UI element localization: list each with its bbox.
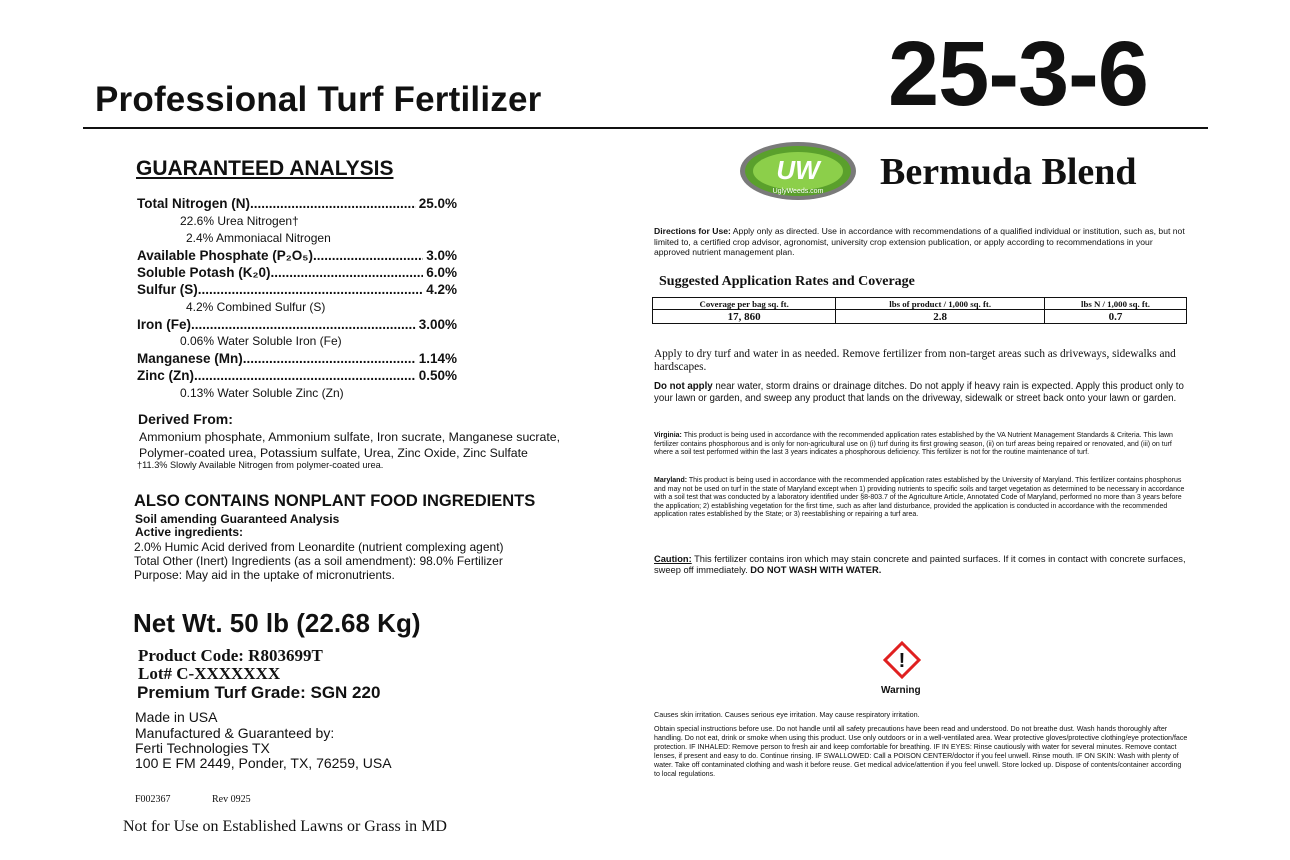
- do-not-apply: [654, 381, 1189, 404]
- product-title: Professional Turf Fertilizer: [95, 80, 542, 119]
- virginia-statement: [654, 432, 1189, 458]
- fertilizer-grade: 25-3-6: [888, 23, 1148, 125]
- inert-ingredients-line: Total Other (Inert) Ingredients (as a soil amendment): 98.0% Fertilizer: [134, 554, 503, 568]
- total-nitrogen-label: Total Nitrogen (N): [137, 196, 250, 211]
- rates-value-coverage: 17, 860: [653, 310, 836, 324]
- exclamation-mark-hazard-icon: [883, 641, 921, 679]
- virginia-label: Virginia:: [654, 432, 682, 439]
- derived-from-title: Derived From:: [138, 411, 233, 427]
- manganese-row: [137, 351, 457, 366]
- humic-acid-line: 2.0% Humic Acid derived from Leonardite (nutrient complexing agent): [134, 540, 504, 554]
- iron-label: Iron (Fe): [137, 317, 191, 332]
- hazard-statements: Causes skin irritation. Causes serious eye irritation. May cause respiratory irritation.: [654, 710, 920, 719]
- svg-text:!: !: [898, 650, 906, 672]
- caution-label: Caution:: [654, 554, 692, 564]
- premium-grade: Premium Turf Grade: SGN 220: [137, 683, 381, 702]
- guaranteed-analysis-title: GUARANTEED ANALYSIS: [136, 157, 394, 180]
- rates-title: Suggested Application Rates and Coverage: [659, 274, 915, 289]
- rates-header-row: [653, 298, 1187, 310]
- iron-row: [137, 317, 457, 332]
- nonplant-title: ALSO CONTAINS NONPLANT FOOD INGREDIENTS: [134, 492, 536, 510]
- maryland-restriction: Not for Use on Established Lawns or Grass in MD: [123, 818, 447, 835]
- total-nitrogen-row: [137, 196, 457, 211]
- potash-label: Soluble Potash (K₂0): [137, 265, 271, 280]
- product-code: Product Code: R803699T: [138, 646, 323, 665]
- rates-header-product: lbs of product / 1,000 sq. ft.: [836, 298, 1045, 310]
- zinc-row: [137, 368, 457, 383]
- sulfur-value: 4.2%: [426, 282, 457, 297]
- revision: Rev 0925: [212, 794, 251, 805]
- caution-statement: [654, 554, 1189, 576]
- phosphate-label: Available Phosphate (P₂O₅): [137, 248, 313, 263]
- company-address: 100 E FM 2449, Ponder, TX, 76259, USA: [135, 755, 392, 771]
- soil-amending-title: Soil amending Guaranteed Analysis: [135, 512, 340, 526]
- precautionary-statements: Obtain special instructions before use. Do not handle until all safety precautions have been read and understood. Do not breathe dust. Wash hands thoroughly after handling. Do not eat, drink or smoke when using this product. Use only outdoors or in a well-ventilated area. Wear protective gloves/protective clothing/eye protection/face protection. IF INHALED: Remove person to fresh air and keep comfortable for breathing. IF IN EYES: Rinse cautiously with water for several minutes. Remove contact lenses, if present and easy to do. Continue rinsing. IF SWALLOWED: Call a POISON CENTER/doctor if you feel unwell. Rinse mouth. IF ON SKIN: Wash with plenty of water. Take off contaminated clothing and wash it before reuse. Get medical advice/attention if you feel unwell. Store locked up. Dispose of contents/container according to local regulations.: [654, 725, 1188, 778]
- virginia-text: This product is being used in accordance with the recommended application rates established by the VA Nutrient Management Standards & Criteria. This lawn fertilizer contains phosphorous and is only for non-agricultural use on (i) turf during its first growing season, (ii) on turf areas being repaired or renovated, and (iii) on turf where a soil test performed within the last 3 years indicates a phosphorous deficiency. This fertilizer is not for the routine maintenance of turf.: [654, 432, 1173, 457]
- manganese-value: 1.14%: [418, 351, 457, 366]
- water-soluble-iron: 0.06% Water Soluble Iron (Fe): [180, 334, 342, 348]
- phosphate-row: [137, 248, 457, 263]
- rates-header-nitrogen: lbs N / 1,000 sq. ft.: [1044, 298, 1186, 310]
- phosphate-value: 3.0%: [426, 248, 457, 263]
- potash-row: [137, 265, 457, 280]
- rates-value-nitrogen: 0.7: [1044, 310, 1186, 324]
- purpose-line: Purpose: May aid in the uptake of micronutrients.: [134, 568, 395, 582]
- made-in: Made in USA: [135, 709, 218, 725]
- directions-label: Directions for Use:: [654, 226, 731, 236]
- slow-release-note: †11.3% Slowly Available Nitrogen from polymer-coated urea.: [137, 460, 384, 470]
- zinc-label: Zinc (Zn): [137, 368, 194, 383]
- ammoniacal-nitrogen: 2.4% Ammoniacal Nitrogen: [186, 231, 331, 245]
- iron-value: 3.00%: [418, 317, 457, 332]
- active-ingredients-title: Active ingredients:: [135, 525, 244, 539]
- maryland-label: Maryland:: [654, 477, 688, 484]
- logo-text: UglyWeeds.com: [772, 188, 824, 195]
- directions-text: Apply only as directed. Use in accordance with recommendations of a qualified individual or institution, such as, but not limited to, a certified crop advisor, agronomist, university crop extension publication, or apply according to recommendations in your approved nutrient management plan.: [654, 226, 1185, 257]
- zinc-value: 0.50%: [418, 368, 457, 383]
- blend-name: Bermuda Blend: [880, 151, 1137, 193]
- do-not-apply-label: Do not apply: [654, 381, 713, 392]
- rates-value-product: 2.8: [836, 310, 1045, 324]
- water-soluble-zinc: 0.13% Water Soluble Zinc (Zn): [180, 386, 344, 400]
- uglyweeds-logo: [738, 140, 858, 202]
- logo-letters: UW: [776, 155, 820, 185]
- warning-signal-word: Warning: [881, 685, 921, 696]
- sulfur-label: Sulfur (S): [137, 282, 198, 297]
- lot-number: Lot# C-XXXXXXX: [138, 664, 281, 683]
- caution-bold: DO NOT WASH WITH WATER.: [750, 565, 882, 575]
- form-code: F002367: [135, 794, 171, 805]
- rates-table: [652, 297, 1187, 324]
- directions-for-use: [654, 226, 1189, 258]
- sulfur-row: [137, 282, 457, 297]
- potash-value: 6.0%: [426, 265, 457, 280]
- header-divider: [83, 127, 1208, 129]
- manganese-label: Manganese (Mn): [137, 351, 243, 366]
- do-not-apply-text: near water, storm drains or drainage ditches. Do not apply if heavy rain is expected. Apply this product only to your lawn or garden, and sweep any product that lands on the driveway, sidewalk or street back onto your lawn or garden.: [654, 381, 1184, 404]
- rates-header-coverage: Coverage per bag sq. ft.: [653, 298, 836, 310]
- maryland-text: This product is being used in accordance with the recommended application rates established by the University of Maryland. This fertilizer contains phosphorus and may not be used on turf in the state of Maryland except when 1) providing nutrients to specific soils and target vegetation as determined to be necessary in accordance with a soil test that was conducted by a laboratory identified under §8-803.7 of the Agriculture Article, Annotated Code of Maryland, performed no more than 3 years before the application; 2) establishing vegetation for the first time, such as after land disturbance, provided the application is conducted in accordance with the recommended application rates established by the State; or 3) reestablishing or repairing a turf area.: [654, 477, 1185, 519]
- apply-to-dry-turf: Apply to dry turf and water in as needed. Remove fertilizer from non-target areas such as driveways, sidewalks and hardscapes.: [654, 348, 1176, 373]
- manufactured-by: Manufactured & Guaranteed by:: [135, 725, 335, 741]
- rates-value-row: [653, 310, 1187, 324]
- urea-nitrogen: 22.6% Urea Nitrogen†: [180, 214, 299, 228]
- total-nitrogen-value: 25.0%: [418, 196, 457, 211]
- maryland-statement: [654, 477, 1189, 520]
- derived-from-text: Ammonium phosphate, Ammonium sulfate, Iron sucrate, Manganese sucrate, Polymer-coated urea, Potassium sulfate, Urea, Zinc Oxide, Zinc Sulfate: [139, 430, 561, 460]
- combined-sulfur: 4.2% Combined Sulfur (S): [186, 300, 326, 314]
- company-name: Ferti Technologies TX: [135, 740, 270, 756]
- caution-text: This fertilizer contains iron which may stain concrete and painted surfaces. If it comes in contact with concrete surfaces, sweep off immediately.: [654, 554, 1186, 575]
- net-weight: Net Wt. 50 lb (22.68 Kg): [133, 608, 421, 638]
